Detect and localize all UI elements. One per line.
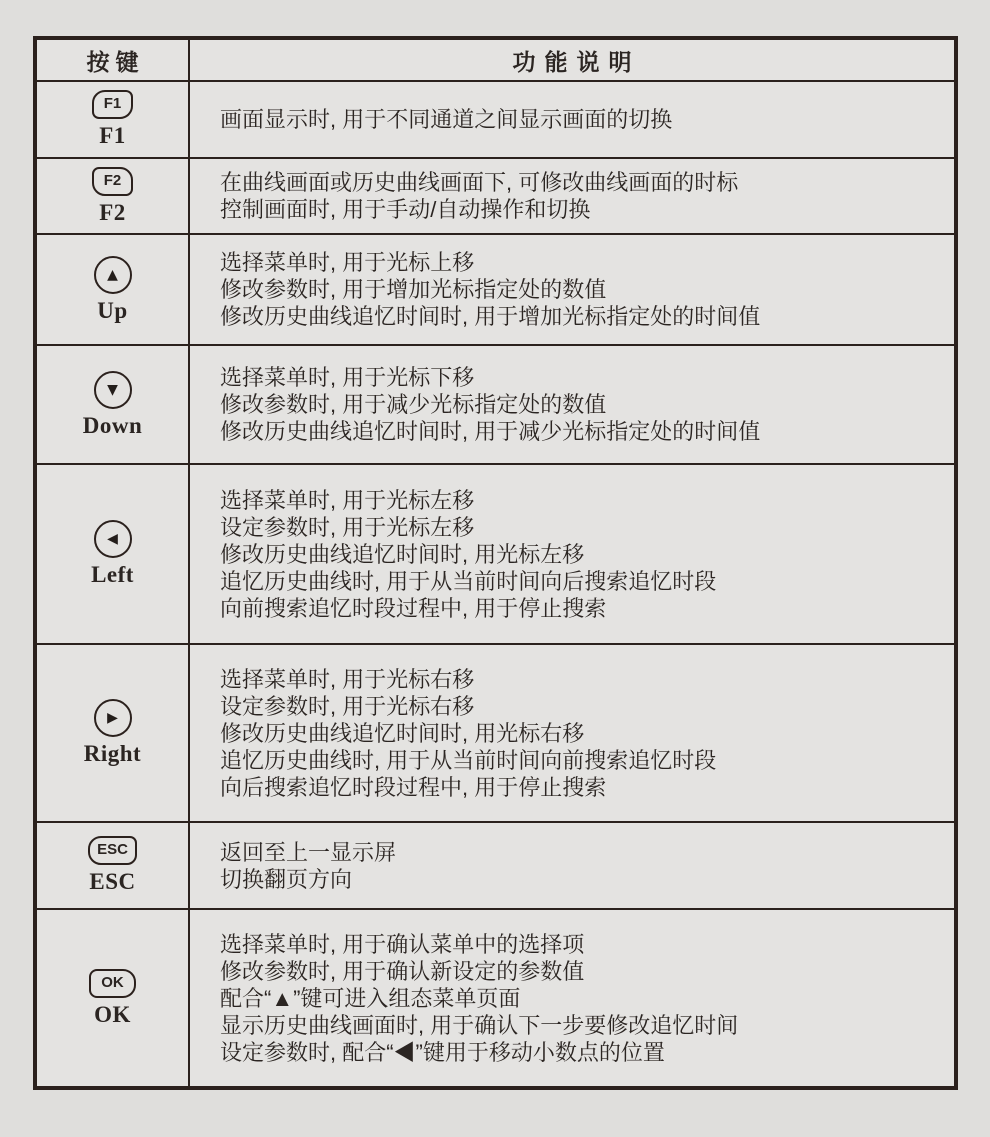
key-cell-up xyxy=(37,235,190,344)
key-row-left xyxy=(37,463,954,643)
up-arrow-key-icon xyxy=(94,256,132,294)
table-header-row xyxy=(37,40,954,80)
description-cell-right xyxy=(190,645,954,821)
esc-keycap-icon: ESC xyxy=(88,836,137,865)
description-line: 修改历史曲线追忆时间时, 用光标右移 xyxy=(220,720,585,746)
description-line: 返回至上一显示屏 xyxy=(220,839,397,865)
description-line: 修改历史曲线追忆时间时, 用于减少光标指定处的时间值 xyxy=(220,419,761,444)
description-line: 向后搜索追忆时段过程中, 用于停止搜索 xyxy=(220,774,607,800)
key-row-ok xyxy=(37,908,954,1086)
description-cell-down xyxy=(190,346,954,463)
description-cell-esc xyxy=(190,823,954,908)
key-row-right xyxy=(37,643,954,821)
down-arrow-glyph: ▼ xyxy=(107,381,118,398)
key-label-right: Right xyxy=(83,741,142,766)
key-label-f1: F1 xyxy=(99,123,126,148)
description-line: 向前搜索追忆时段过程中, 用于停止搜索 xyxy=(220,595,607,621)
key-cell-right xyxy=(37,645,190,821)
key-label-left: Left xyxy=(91,562,134,587)
f1-keycap-icon: F1 xyxy=(92,90,134,119)
description-line: 修改历史曲线追忆时间时, 用光标左移 xyxy=(220,541,585,567)
description-line: 画面显示时, 用于不同通道之间显示画面的切换 xyxy=(220,107,673,132)
key-function-table xyxy=(33,36,958,1090)
description-line: 追忆历史曲线时, 用于从当前时间向后搜索追忆时段 xyxy=(220,568,717,594)
description-line: 设定参数时, 用于光标左移 xyxy=(220,514,475,540)
description-line: 选择菜单时, 用于光标右移 xyxy=(220,666,475,692)
description-cell-left xyxy=(190,465,954,643)
key-row-f2 xyxy=(37,157,954,233)
description-line: 选择菜单时, 用于确认菜单中的选择项 xyxy=(220,931,585,957)
key-label-up: Up xyxy=(97,297,128,323)
key-cell-ok xyxy=(37,910,190,1086)
description-cell-f2 xyxy=(190,159,954,233)
description-line: 选择菜单时, 用于光标左移 xyxy=(220,487,475,513)
up-arrow-glyph: ▲ xyxy=(107,266,118,283)
key-cell-esc xyxy=(37,823,190,908)
key-cell-f1 xyxy=(37,82,190,157)
key-row-f1 xyxy=(37,80,954,157)
key-label-down: Down xyxy=(82,412,143,438)
left-arrow-glyph: ◀ xyxy=(107,531,118,547)
key-cell-left xyxy=(37,465,190,643)
description-line: 修改参数时, 用于减少光标指定处的数值 xyxy=(220,392,607,417)
key-label-esc: ESC xyxy=(89,869,136,894)
description-line: 修改参数时, 用于增加光标指定处的数值 xyxy=(220,277,607,302)
description-line: 追忆历史曲线时, 用于从当前时间向前搜索追忆时段 xyxy=(220,747,717,773)
description-cell-f1 xyxy=(190,82,954,157)
key-label-ok: OK xyxy=(94,1001,131,1027)
description-line: 选择菜单时, 用于光标上移 xyxy=(220,250,475,275)
description-cell-ok xyxy=(190,910,954,1086)
key-label-f2: F2 xyxy=(99,199,126,225)
description-line: 修改历史曲线追忆时间时, 用于增加光标指定处的时间值 xyxy=(220,304,761,329)
description-line: 设定参数时, 用于光标右移 xyxy=(220,693,475,719)
description-line: 选择菜单时, 用于光标下移 xyxy=(220,365,475,390)
key-cell-f2 xyxy=(37,159,190,233)
left-arrow-key-icon xyxy=(94,520,132,558)
description-line: 修改参数时, 用于确认新设定的参数值 xyxy=(220,958,585,984)
key-cell-down xyxy=(37,346,190,463)
key-row-up xyxy=(37,233,954,344)
description-line: 设定参数时, 配合“◀”键用于移动小数点的位置 xyxy=(220,1039,665,1065)
f2-keycap-icon: F2 xyxy=(92,167,134,196)
down-arrow-key-icon xyxy=(94,371,132,409)
description-line: 切换翻页方向 xyxy=(220,866,353,892)
ok-keycap-icon: OK xyxy=(89,969,136,998)
right-arrow-key-icon xyxy=(94,699,132,737)
column-header-description: 功能说明 xyxy=(512,48,641,75)
description-line: 控制画面时, 用于手动/自动操作和切换 xyxy=(220,197,591,222)
column-header-key: 按键 xyxy=(37,40,190,80)
description-line: 配合“▲”键可进入组态菜单页面 xyxy=(220,985,521,1011)
description-line: 在曲线画面或历史曲线画面下, 可修改曲线画面的时标 xyxy=(220,170,739,195)
description-line: 显示历史曲线画面时, 用于确认下一步要修改追忆时间 xyxy=(220,1012,739,1038)
key-row-esc xyxy=(37,821,954,908)
right-arrow-glyph: ▶ xyxy=(107,710,118,726)
description-cell-up xyxy=(190,235,954,344)
key-row-down xyxy=(37,344,954,463)
